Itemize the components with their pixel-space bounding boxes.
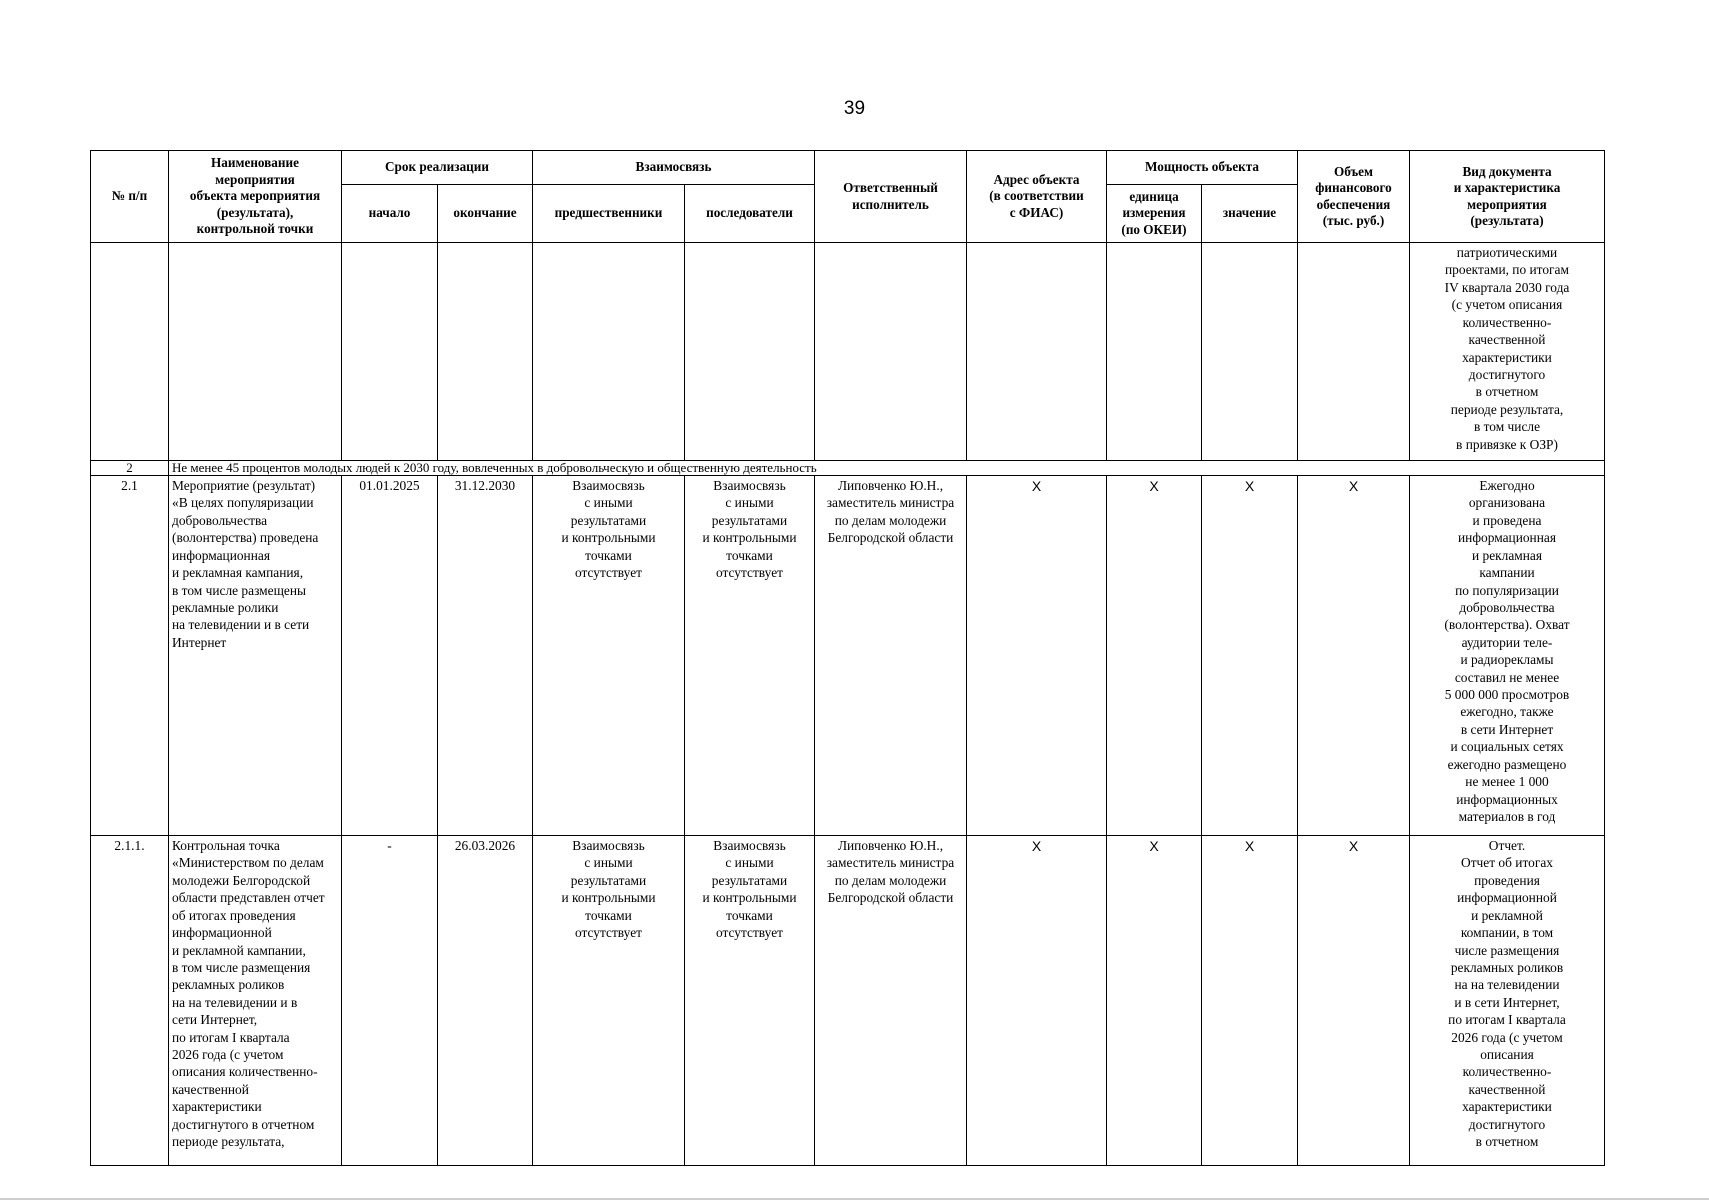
- cell-responsible: [815, 243, 967, 461]
- page-number: 39: [843, 98, 866, 119]
- cell-name: [169, 243, 342, 461]
- header-term-start: начало: [342, 185, 438, 243]
- header-capacity: Мощность объекта: [1107, 151, 1298, 185]
- cell-end: 26.03.2026: [438, 836, 533, 1166]
- cell-address: Х: [967, 476, 1107, 836]
- cell-num: 2.1: [91, 476, 169, 836]
- cell-unit: Х: [1107, 476, 1202, 836]
- cell-doc: патриотическими проектами, по итогам IV квартала 2030 года (с учетом описания количественно- качественной характеристики достигнутого в отчетном периоде результата, в том числе в привязке к ОЗР): [1410, 243, 1605, 461]
- cell-value: Х: [1202, 476, 1298, 836]
- header-term-end: окончание: [438, 185, 533, 243]
- header-finance: Объем финансового обеспечения (тыс. руб.): [1298, 151, 1410, 243]
- cell-end: [438, 243, 533, 461]
- cell-num: 2: [91, 461, 169, 476]
- header-capacity-value: значение: [1202, 185, 1298, 243]
- header-link-prev: предшественники: [533, 185, 685, 243]
- cell-unit: Х: [1107, 836, 1202, 1166]
- cell-doc: Ежегодно организована и проведена информационная и рекламная кампании по популяризации добровольчества (волонтерства). Охват аудитории теле- и радиорекламы составил не менее 5 000 000 просмотров ежегодно, также в сети Интернет и социальных сетях ежегодно размещено не менее 1 000 информационных материалов в год: [1410, 476, 1605, 836]
- cell-start: -: [342, 836, 438, 1166]
- header-row-1: [91, 151, 1605, 185]
- header-address: Адрес объекта (в соответствии с ФИАС): [967, 151, 1107, 243]
- cell-next: [685, 243, 815, 461]
- table-row-2-1-1: [91, 836, 1605, 1166]
- header-capacity-unit: единица измерения (по ОКЕИ): [1107, 185, 1202, 243]
- header-responsible: Ответственный исполнитель: [815, 151, 967, 243]
- cell-value: [1202, 243, 1298, 461]
- header-link-next: последователи: [685, 185, 815, 243]
- section-title: Не менее 45 процентов молодых людей к 2030 году, вовлеченных в добровольческую и общественную деятельность: [169, 461, 1605, 476]
- cell-next: Взаимосвязь с иными результатами и контрольными точками отсутствует: [685, 476, 815, 836]
- table-row-2-1: [91, 476, 1605, 836]
- cell-finance: Х: [1298, 836, 1410, 1166]
- cell-start: [342, 243, 438, 461]
- header-name: Наименование мероприятия объекта мероприятия (результата), контрольной точки: [169, 151, 342, 243]
- cell-responsible: Липовченко Ю.Н., заместитель министра по делам молодежи Белгородской области: [815, 836, 967, 1166]
- cell-responsible: Липовченко Ю.Н., заместитель министра по делам молодежи Белгородской области: [815, 476, 967, 836]
- cell-start: 01.01.2025: [342, 476, 438, 836]
- cell-name: Мероприятие (результат) «В целях популяризации добровольчества (волонтерства) проведена информационная и рекламная кампания, в том числе размещены рекламные ролики на телевидении и в сети Интернет: [169, 476, 342, 836]
- table-row-continuation: [91, 243, 1605, 461]
- cell-address: [967, 243, 1107, 461]
- cell-end: 31.12.2030: [438, 476, 533, 836]
- cell-next: Взаимосвязь с иными результатами и контрольными точками отсутствует: [685, 836, 815, 1166]
- table-row-section: [91, 461, 1605, 476]
- header-doc: Вид документа и характеристика мероприятия (результата): [1410, 151, 1605, 243]
- header-term: Срок реализации: [342, 151, 533, 185]
- cell-value: Х: [1202, 836, 1298, 1166]
- cell-address: Х: [967, 836, 1107, 1166]
- cell-num: [91, 243, 169, 461]
- plan-table: [90, 150, 1605, 1166]
- cell-doc: Отчет. Отчет об итогах проведения информационной и рекламной компании, в том числе размещения рекламных роликов на на телевидении и в сети Интернет, по итогам I квартала 2026 года (с учетом описания количественно- качественной характеристики достигнутого в отчетном: [1410, 836, 1605, 1166]
- header-num: № п/п: [91, 151, 169, 243]
- cell-prev: [533, 243, 685, 461]
- cell-prev: Взаимосвязь с иными результатами и контрольными точками отсутствует: [533, 836, 685, 1166]
- header-link: Взаимосвязь: [533, 151, 815, 185]
- cell-unit: [1107, 243, 1202, 461]
- cell-finance: [1298, 243, 1410, 461]
- cell-prev: Взаимосвязь с иными результатами и контрольными точками отсутствует: [533, 476, 685, 836]
- cell-name: Контрольная точка «Министерством по делам молодежи Белгородской области представлен отчет об итогах проведения информационной и рекламной кампании, в том числе размещения рекламных роликов на на телевидении и в сети Интернет, по итогам I квартала 2026 года (с учетом описания количественно- качественной характеристики достигнутого в отчетном периоде результата,: [169, 836, 342, 1166]
- cell-num: 2.1.1.: [91, 836, 169, 1166]
- cell-finance: Х: [1298, 476, 1410, 836]
